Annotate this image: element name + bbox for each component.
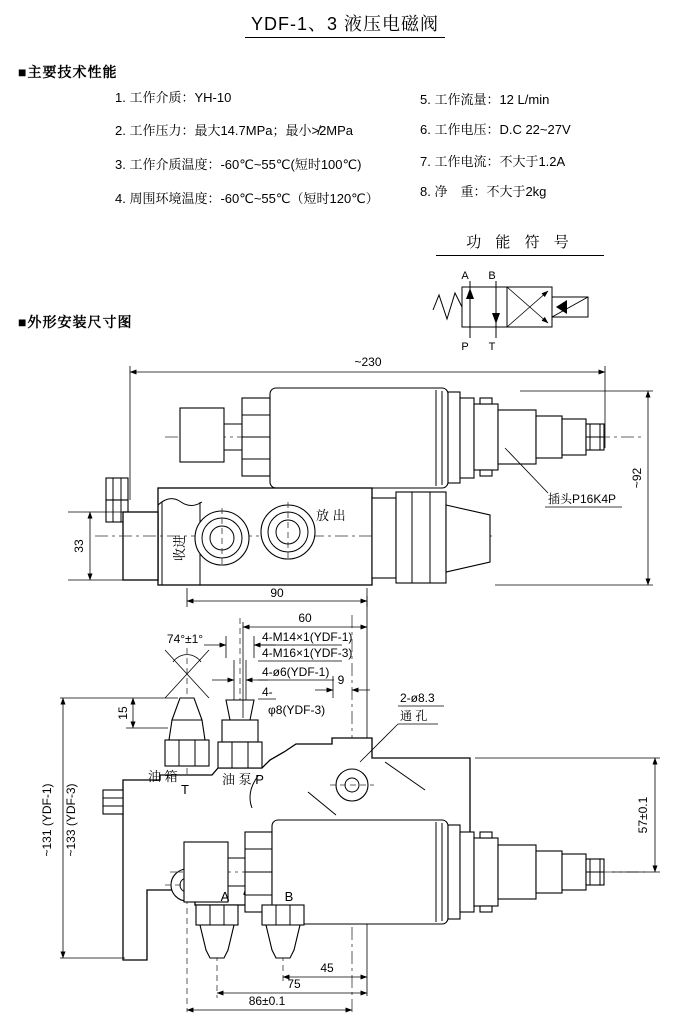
connector-plug-body [498, 410, 536, 464]
solenoid-terminal-block [180, 408, 224, 462]
dim-height-ydf3: ~133 (YDF-3) [64, 783, 78, 857]
symbol-port-b: B [488, 270, 496, 282]
spec-item: 4. 周围环境温度：-60℃~55℃（短时120℃） [115, 191, 379, 206]
connector-plug-collar [562, 419, 586, 455]
port-b-cone [266, 925, 300, 958]
dim-9: 9 [337, 673, 345, 687]
spec-item: 5. 工作流量：12 L/min [420, 92, 550, 107]
dim-45: 45 [320, 961, 334, 975]
dim-width: ~230 [354, 355, 382, 369]
top-view [68, 355, 653, 607]
spec-item: 7. 工作电流：不大于1.2A [420, 154, 566, 169]
release-label: 放 出 [316, 508, 346, 523]
spec-item: 8. 净 重：不大于2kg [420, 184, 547, 199]
spring-icon [433, 293, 462, 319]
spec-item: 3. 工作介质温度：-60℃~55℃(短时100℃) [115, 157, 362, 172]
section-header-outline: ■外形安装尺寸图 [18, 314, 133, 330]
function-symbol-diagram [433, 270, 588, 353]
solenoid-ring [448, 392, 460, 483]
cross-flow-line [507, 287, 548, 323]
tank-port-label: T [181, 782, 189, 797]
spec-item: 6. 工作电压：D.C 22~27V [420, 122, 571, 137]
tank-label: 油 箱 [148, 769, 178, 784]
solenoid-ring [460, 398, 474, 478]
port-b-hex [262, 905, 304, 925]
tank-port-taper [169, 720, 205, 740]
connector-plug-sleeve [536, 851, 562, 893]
retract-label: 收进 [172, 534, 187, 562]
tank-port-hex [165, 740, 209, 766]
port-b-label: B [284, 889, 294, 904]
mount-holes-label2: 通 孔 [400, 709, 428, 723]
page-title: YDF-1、3 液压电磁阀 [0, 10, 690, 36]
symbol-port-a: A [461, 270, 469, 282]
plug-stud [446, 505, 490, 572]
plug-label: 插头P16K4P [548, 492, 617, 506]
port-a-cone [200, 925, 234, 958]
dim-60: 60 [298, 611, 312, 625]
solenoid-ring [460, 832, 474, 912]
connector-plug-sleeve [536, 416, 562, 458]
section-header-specs: ■主要技术性能 [18, 64, 118, 80]
dim-90: 90 [270, 586, 284, 600]
flow-arrow-down-icon [492, 313, 500, 324]
pump-port-hex [218, 742, 262, 768]
dim-57: 57±0.1 [636, 796, 650, 834]
dim-86: 86±0.1 [248, 994, 286, 1008]
connector-plug-body [498, 845, 536, 899]
dim-33: 33 [72, 539, 86, 553]
hole-label-ydf1: 4-ø6(YDF-1) [262, 665, 330, 679]
symbol-port-t: T [488, 341, 496, 353]
function-symbol-title: 功 能 符 号 [436, 231, 604, 256]
dim-15: 15 [116, 706, 130, 720]
dim-75: 75 [287, 977, 301, 991]
symbol-port-p: P [461, 341, 469, 353]
flow-arrow-up-icon [466, 288, 474, 299]
angle-dim: 74°±1° [166, 632, 204, 646]
port-a-hex [196, 905, 238, 925]
mount-plate [123, 512, 158, 580]
plug-hex [396, 492, 446, 583]
connector-mount [474, 404, 498, 470]
hole-label-ydf3-prefix: 4- [262, 685, 273, 699]
spec-item: 1. 工作介质：YH-10 [115, 90, 232, 105]
thread-label-ydf1: 4-M14×1(YDF-1) [262, 630, 353, 644]
thread-label-ydf3: 4-M16×1(YDF-3) [262, 646, 353, 660]
solenoid-cylinder [270, 388, 448, 488]
side-bolt [103, 790, 123, 814]
front-view [40, 596, 660, 1012]
cross-flow-line [507, 291, 548, 327]
port-a-label: A [220, 889, 230, 904]
hole-label-ydf3: φ8(YDF-3) [268, 703, 326, 717]
pump-port-cap [226, 700, 254, 720]
pump-label: 油 泵 P [222, 772, 264, 787]
mount-holes-label: 2-ø8.3 [400, 691, 435, 705]
dim-height-ydf1: ~131 (YDF-1) [40, 783, 54, 857]
spec-item: 2. 工作压力：最大14.7MPa；最小≯2MPa [115, 123, 354, 138]
plug-neck [372, 498, 396, 578]
solenoid-ring [448, 825, 460, 919]
connector-plug-collar [562, 854, 586, 890]
pump-port-body [222, 720, 258, 742]
tank-port-cone [172, 698, 202, 720]
bracket-nut [106, 478, 128, 500]
connector-mount [474, 838, 498, 906]
dim-height: ~92 [630, 467, 644, 489]
